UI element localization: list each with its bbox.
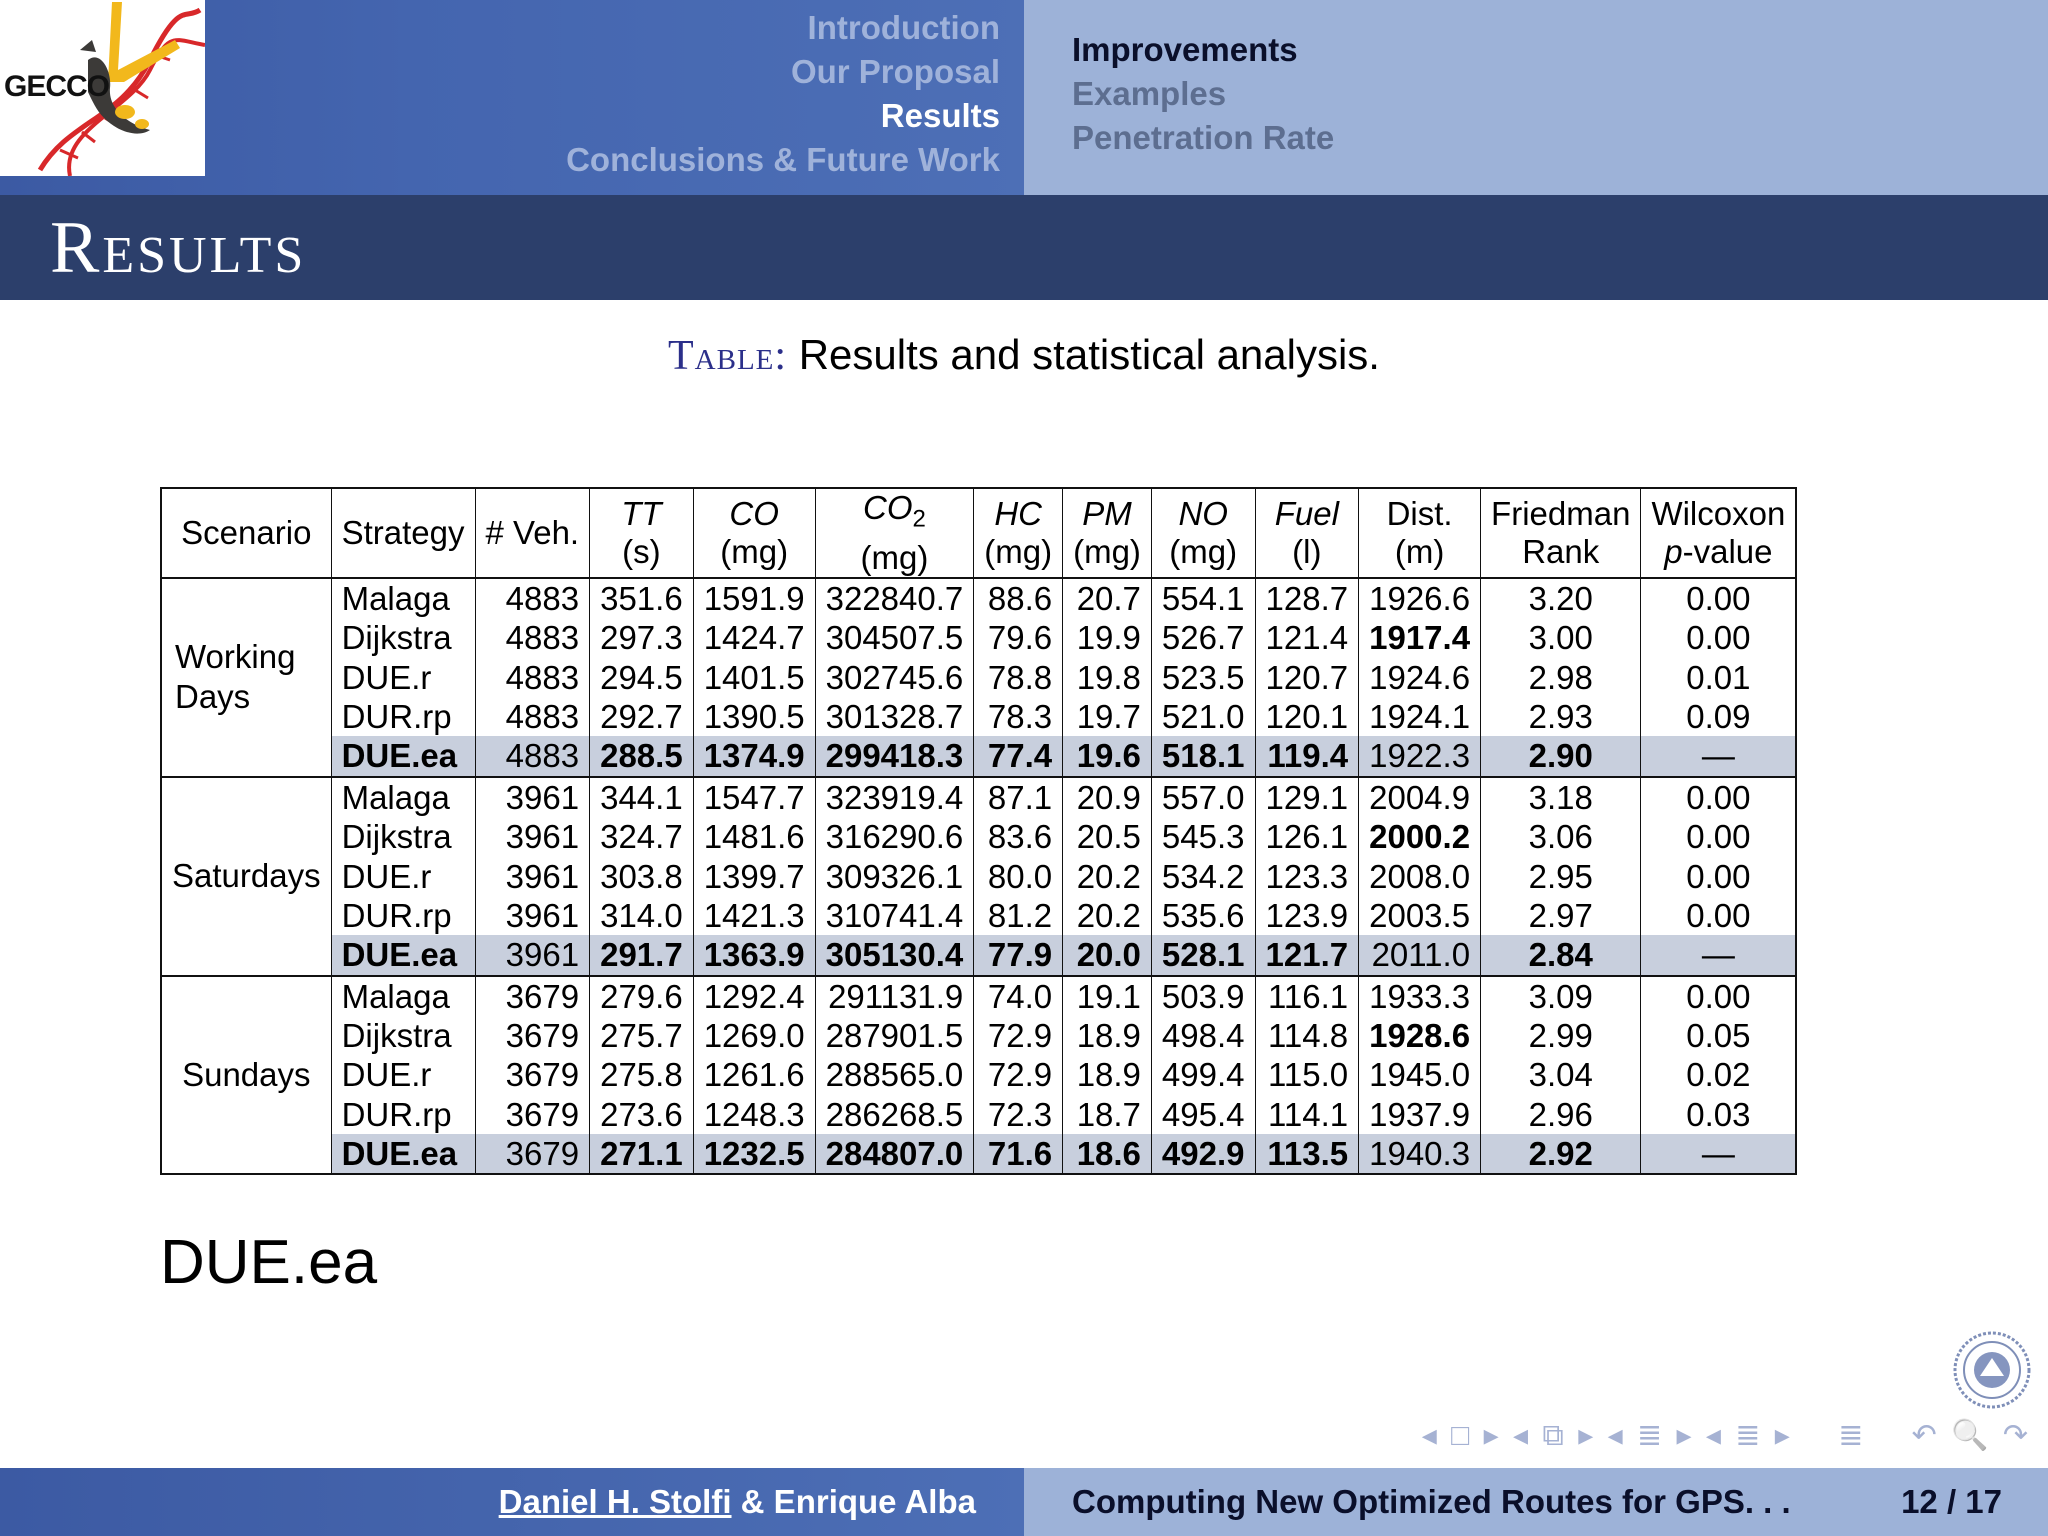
strategy-cell: Dijkstra <box>331 1016 475 1055</box>
value-cell: 77.9 <box>974 935 1063 975</box>
value-cell: 123.3 <box>1255 856 1359 895</box>
value-cell: 535.6 <box>1151 896 1255 935</box>
value-cell: 4883 <box>475 697 590 736</box>
value-cell: 304507.5 <box>815 618 974 657</box>
table-row <box>161 817 1796 856</box>
value-cell: 1399.7 <box>693 856 815 895</box>
table-row <box>161 777 1796 817</box>
strategy-cell: Malaga <box>331 976 475 1016</box>
value-cell: 288565.0 <box>815 1055 974 1094</box>
value-cell: 3961 <box>475 856 590 895</box>
value-cell: 120.1 <box>1255 697 1359 736</box>
strategy-cell: DUE.ea <box>331 1134 475 1174</box>
value-cell: 294.5 <box>590 657 694 696</box>
footer-author-rest: & Enrique Alba <box>731 1483 976 1520</box>
value-cell: 324.7 <box>590 817 694 856</box>
value-cell: 1922.3 <box>1359 736 1481 776</box>
value-cell: 302745.6 <box>815 657 974 696</box>
frame-title: Results <box>50 207 307 289</box>
table-row <box>161 1016 1796 1055</box>
table-caption <box>0 330 2048 381</box>
col-header-fuel: Fuel (l) <box>1255 488 1359 578</box>
strategy-cell: Dijkstra <box>331 817 475 856</box>
value-cell: 20.5 <box>1063 817 1152 856</box>
frame-title-bar <box>0 195 2048 300</box>
value-cell: 303.8 <box>590 856 694 895</box>
footline <box>0 1468 2048 1536</box>
value-cell: 0.00 <box>1686 896 1751 934</box>
value-cell: 1924.6 <box>1359 657 1481 696</box>
strategy-cell: Dijkstra <box>331 618 475 657</box>
table-row <box>161 856 1796 895</box>
value-cell: 20.9 <box>1063 777 1152 817</box>
strategy-cell: DUR.rp <box>331 1095 475 1134</box>
value-cell: 305130.4 <box>815 935 974 975</box>
value-cell: 83.6 <box>974 817 1063 856</box>
value-cell: 545.3 <box>1151 817 1255 856</box>
value-cell: 1928.6 <box>1359 1016 1481 1055</box>
nav-next-section-icon[interactable]: ▸ <box>1676 1419 1692 1452</box>
value-cell: 521.0 <box>1151 697 1255 736</box>
value-cell: 299418.3 <box>815 736 974 776</box>
logo-text: GECCO <box>4 70 110 103</box>
nav-prev-section-icon[interactable]: ◂ <box>1607 1419 1623 1452</box>
value-cell: 116.1 <box>1255 976 1359 1016</box>
table-row <box>161 657 1796 696</box>
col-header-strategy: Strategy <box>331 488 475 578</box>
value-cell: 2011.0 <box>1359 935 1481 975</box>
value-cell: 499.4 <box>1151 1055 1255 1094</box>
nav-back-icon[interactable]: ↶ <box>1911 1419 1937 1452</box>
table-row <box>161 896 1796 935</box>
value-cell: 71.6 <box>974 1134 1063 1174</box>
value-cell: 18.7 <box>1063 1095 1152 1134</box>
scenario-cell: Saturdays <box>161 777 331 976</box>
value-cell: 121.7 <box>1255 935 1359 975</box>
value-cell: 4883 <box>475 736 590 776</box>
value-cell: 2008.0 <box>1359 856 1481 895</box>
section-navigation <box>566 6 1000 182</box>
strategy-cell: DUE.ea <box>331 935 475 975</box>
value-cell: 72.9 <box>974 1055 1063 1094</box>
value-cell: 316290.6 <box>815 817 974 856</box>
nav-frame-icon[interactable]: □ <box>1451 1419 1470 1452</box>
value-cell: 1937.9 <box>1359 1095 1481 1134</box>
table-row <box>161 697 1796 736</box>
value-cell: 557.0 <box>1151 777 1255 817</box>
col-header-dist: Dist. (m) <box>1359 488 1481 578</box>
value-cell: 1401.5 <box>693 657 815 696</box>
value-cell: 19.8 <box>1063 657 1152 696</box>
scenario-cell: Sundays <box>161 976 331 1175</box>
nav-section-icon[interactable]: ≣ <box>1637 1419 1663 1452</box>
value-cell: 3.20 <box>1481 578 1641 618</box>
value-cell: 88.6 <box>974 578 1063 618</box>
value-cell: 3.04 <box>1481 1055 1641 1094</box>
value-cell: 3.09 <box>1481 976 1641 1016</box>
value-cell: 18.9 <box>1063 1016 1152 1055</box>
value-cell: 291.7 <box>590 935 694 975</box>
value-cell: 2.92 <box>1481 1134 1641 1174</box>
value-cell: 3679 <box>475 976 590 1016</box>
value-cell: — <box>1641 736 1796 776</box>
value-cell: 498.4 <box>1151 1016 1255 1055</box>
value-cell: 554.1 <box>1151 578 1255 618</box>
value-cell: 0.05 <box>1686 1017 1751 1055</box>
table-row <box>161 578 1796 618</box>
value-cell: 518.1 <box>1151 736 1255 776</box>
nav-subsection-penetration-rate[interactable]: Penetration Rate <box>1072 119 1335 156</box>
value-cell: 351.6 <box>590 578 694 618</box>
col-header-wilcoxon: Wilcoxon p-value <box>1641 488 1796 578</box>
value-cell: 3679 <box>475 1055 590 1094</box>
value-cell: 1945.0 <box>1359 1055 1481 1094</box>
nav-section-introduction[interactable]: Introduction <box>807 9 1000 46</box>
value-cell: 78.8 <box>974 657 1063 696</box>
nav-next-subsection-icon[interactable]: ▸ <box>1578 1419 1594 1452</box>
value-cell: 81.2 <box>974 896 1063 935</box>
value-cell: 19.7 <box>1063 697 1152 736</box>
value-cell: 2.95 <box>1481 856 1641 895</box>
value-cell: 19.9 <box>1063 618 1152 657</box>
value-cell: 0.00 <box>1686 818 1751 856</box>
value-cell: 314.0 <box>590 896 694 935</box>
footer-talk-title: Computing New Optimized Routes for GPS. . . <box>1072 1483 1791 1520</box>
value-cell: 1363.9 <box>693 935 815 975</box>
value-cell: 1248.3 <box>693 1095 815 1134</box>
col-header-no: NO (mg) <box>1151 488 1255 578</box>
value-cell: 115.0 <box>1255 1055 1359 1094</box>
nav-prev-frame-icon[interactable]: ◂ <box>1421 1419 1437 1452</box>
table-row <box>161 618 1796 657</box>
value-cell: 72.9 <box>974 1016 1063 1055</box>
table-row <box>161 935 1796 975</box>
value-cell: 528.1 <box>1151 935 1255 975</box>
nav-section-our-proposal[interactable]: Our Proposal <box>790 53 1000 90</box>
university-seal-icon <box>1952 1330 2032 1410</box>
value-cell: 0.02 <box>1686 1056 1751 1094</box>
value-cell: 4883 <box>475 657 590 696</box>
footer-author-link[interactable]: Daniel H. Stolfi <box>498 1483 732 1520</box>
col-header-co: CO (mg) <box>693 488 815 578</box>
value-cell: — <box>1641 1134 1796 1174</box>
col-header-co2: $CO_2$ (mg) <box>815 488 974 578</box>
table-header-row <box>161 488 1796 578</box>
value-cell: 492.9 <box>1151 1134 1255 1174</box>
value-cell: 77.4 <box>974 736 1063 776</box>
value-cell: 114.8 <box>1255 1016 1359 1055</box>
value-cell: 495.4 <box>1151 1095 1255 1134</box>
nav-prev-part-icon[interactable]: ◂ <box>1705 1419 1721 1452</box>
value-cell: 0.00 <box>1686 619 1751 657</box>
scenario-cell: Working Days <box>161 578 331 777</box>
value-cell: 1374.9 <box>693 736 815 776</box>
value-cell: 3679 <box>475 1134 590 1174</box>
value-cell: 20.2 <box>1063 856 1152 895</box>
value-cell: 2.90 <box>1481 736 1641 776</box>
nav-search-icon[interactable]: 🔍 <box>1951 1419 1989 1452</box>
value-cell: 0.00 <box>1686 579 1751 617</box>
value-cell: 292.7 <box>590 697 694 736</box>
value-cell: 0.00 <box>1686 857 1751 895</box>
col-header-veh: # Veh. <box>475 488 590 578</box>
nav-forward-icon[interactable]: ↷ <box>2002 1419 2028 1452</box>
value-cell: 1940.3 <box>1359 1134 1481 1174</box>
value-cell: 309326.1 <box>815 856 974 895</box>
value-cell: 1924.1 <box>1359 697 1481 736</box>
value-cell: 3961 <box>475 817 590 856</box>
value-cell: 322840.7 <box>815 578 974 618</box>
value-cell: 19.1 <box>1063 976 1152 1016</box>
value-cell: 80.0 <box>974 856 1063 895</box>
value-cell: 310741.4 <box>815 896 974 935</box>
value-cell: 301328.7 <box>815 697 974 736</box>
value-cell: 79.6 <box>974 618 1063 657</box>
value-cell: 3.00 <box>1481 618 1641 657</box>
strategy-cell: DUE.r <box>331 1055 475 1094</box>
value-cell: 1269.0 <box>693 1016 815 1055</box>
value-cell: 113.5 <box>1255 1134 1359 1174</box>
nav-next-part-icon[interactable]: ▸ <box>1774 1419 1790 1452</box>
nav-section-results[interactable]: Results <box>880 97 1000 134</box>
value-cell: 121.4 <box>1255 618 1359 657</box>
value-cell: 275.7 <box>590 1016 694 1055</box>
value-cell: 1591.9 <box>693 578 815 618</box>
table-row <box>161 976 1796 1016</box>
table-row <box>161 1134 1796 1174</box>
strategy-cell: DUE.r <box>331 856 475 895</box>
value-cell: 0.00 <box>1686 977 1751 1015</box>
value-cell: 19.6 <box>1063 736 1152 776</box>
strategy-cell: DUR.rp <box>331 697 475 736</box>
value-cell: 120.7 <box>1255 657 1359 696</box>
subsection-navigation <box>1072 28 1334 160</box>
gecco-logo <box>0 0 205 176</box>
value-cell: — <box>1641 935 1796 975</box>
value-cell: 87.1 <box>974 777 1063 817</box>
col-header-friedman: Friedman Rank <box>1481 488 1641 578</box>
strategy-cell: DUE.ea <box>331 736 475 776</box>
nav-section-conclusions[interactable]: Conclusions & Future Work <box>566 141 1000 178</box>
value-cell: 20.0 <box>1063 935 1152 975</box>
value-cell: 2004.9 <box>1359 777 1481 817</box>
value-cell: 0.00 <box>1686 778 1751 816</box>
footer-authors <box>499 1482 976 1522</box>
value-cell: 275.8 <box>590 1055 694 1094</box>
highlight-note: DUE.ea <box>160 1228 378 1297</box>
value-cell: 3.06 <box>1481 817 1641 856</box>
value-cell: 2.99 <box>1481 1016 1641 1055</box>
value-cell: 323919.4 <box>815 777 974 817</box>
value-cell: 0.01 <box>1686 658 1751 696</box>
col-header-tt: TT (s) <box>590 488 694 578</box>
value-cell: 18.9 <box>1063 1055 1152 1094</box>
value-cell: 2.98 <box>1481 657 1641 696</box>
nav-document-icon[interactable]: ≣ <box>1838 1419 1864 1452</box>
footer-page-number: 12 / 17 <box>1901 1483 2002 1520</box>
strategy-cell: DUE.r <box>331 657 475 696</box>
table-body <box>161 578 1796 1175</box>
value-cell: 1232.5 <box>693 1134 815 1174</box>
value-cell: 2.96 <box>1481 1095 1641 1134</box>
value-cell: 3.18 <box>1481 777 1641 817</box>
strategy-cell: Malaga <box>331 777 475 817</box>
value-cell: 119.4 <box>1255 736 1359 776</box>
value-cell: 1390.5 <box>693 697 815 736</box>
value-cell: 1261.6 <box>693 1055 815 1094</box>
table-caption-label: Table: <box>668 333 788 379</box>
value-cell: 74.0 <box>974 976 1063 1016</box>
nav-prev-subsection-icon[interactable]: ◂ <box>1513 1419 1529 1452</box>
value-cell: 534.2 <box>1151 856 1255 895</box>
nav-part-icon[interactable]: ≣ <box>1735 1419 1761 1452</box>
value-cell: 503.9 <box>1151 976 1255 1016</box>
value-cell: 1292.4 <box>693 976 815 1016</box>
value-cell: 2000.2 <box>1359 817 1481 856</box>
table-row <box>161 1095 1796 1134</box>
table-row <box>161 1055 1796 1094</box>
value-cell: 3961 <box>475 777 590 817</box>
value-cell: 526.7 <box>1151 618 1255 657</box>
value-cell: 287901.5 <box>815 1016 974 1055</box>
col-header-scenario: Scenario <box>161 488 331 578</box>
value-cell: 1917.4 <box>1359 618 1481 657</box>
value-cell: 3679 <box>475 1095 590 1134</box>
table-caption-text: Results and statistical analysis. <box>798 331 1380 378</box>
value-cell: 4883 <box>475 578 590 618</box>
table-row <box>161 736 1796 776</box>
nav-subsection-examples[interactable]: Examples <box>1072 75 1227 112</box>
col-header-pm: PM (mg) <box>1063 488 1152 578</box>
value-cell: 286268.5 <box>815 1095 974 1134</box>
col-header-hc: HC (mg) <box>974 488 1063 578</box>
value-cell: 2.84 <box>1481 935 1641 975</box>
beamer-navigation-controls <box>1328 1418 2028 1462</box>
value-cell: 1421.3 <box>693 896 815 935</box>
header <box>0 0 2048 195</box>
value-cell: 20.2 <box>1063 896 1152 935</box>
value-cell: 273.6 <box>590 1095 694 1134</box>
value-cell: 2.97 <box>1481 896 1641 935</box>
value-cell: 128.7 <box>1255 578 1359 618</box>
value-cell: 291131.9 <box>815 976 974 1016</box>
nav-next-frame-icon[interactable]: ▸ <box>1483 1419 1499 1452</box>
value-cell: 1926.6 <box>1359 578 1481 618</box>
value-cell: 72.3 <box>974 1095 1063 1134</box>
value-cell: 284807.0 <box>815 1134 974 1174</box>
value-cell: 1481.6 <box>693 817 815 856</box>
value-cell: 1547.7 <box>693 777 815 817</box>
results-table <box>160 487 1797 1175</box>
value-cell: 3961 <box>475 935 590 975</box>
value-cell: 2003.5 <box>1359 896 1481 935</box>
value-cell: 279.6 <box>590 976 694 1016</box>
value-cell: 297.3 <box>590 618 694 657</box>
value-cell: 4883 <box>475 618 590 657</box>
value-cell: 3961 <box>475 896 590 935</box>
nav-subsection-improvements[interactable]: Improvements <box>1072 31 1298 68</box>
value-cell: 1424.7 <box>693 618 815 657</box>
value-cell: 3679 <box>475 1016 590 1055</box>
value-cell: 2.93 <box>1481 697 1641 736</box>
value-cell: 1933.3 <box>1359 976 1481 1016</box>
value-cell: 123.9 <box>1255 896 1359 935</box>
value-cell: 129.1 <box>1255 777 1359 817</box>
value-cell: 18.6 <box>1063 1134 1152 1174</box>
value-cell: 271.1 <box>590 1134 694 1174</box>
value-cell: 288.5 <box>590 736 694 776</box>
value-cell: 126.1 <box>1255 817 1359 856</box>
value-cell: 114.1 <box>1255 1095 1359 1134</box>
value-cell: 523.5 <box>1151 657 1255 696</box>
strategy-cell: Malaga <box>331 578 475 618</box>
value-cell: 0.03 <box>1686 1095 1751 1133</box>
strategy-cell: DUR.rp <box>331 896 475 935</box>
value-cell: 78.3 <box>974 697 1063 736</box>
value-cell: 0.09 <box>1686 697 1751 735</box>
nav-subsection-icon[interactable]: ⧉ <box>1542 1419 1564 1452</box>
value-cell: 20.7 <box>1063 578 1152 618</box>
value-cell: 344.1 <box>590 777 694 817</box>
